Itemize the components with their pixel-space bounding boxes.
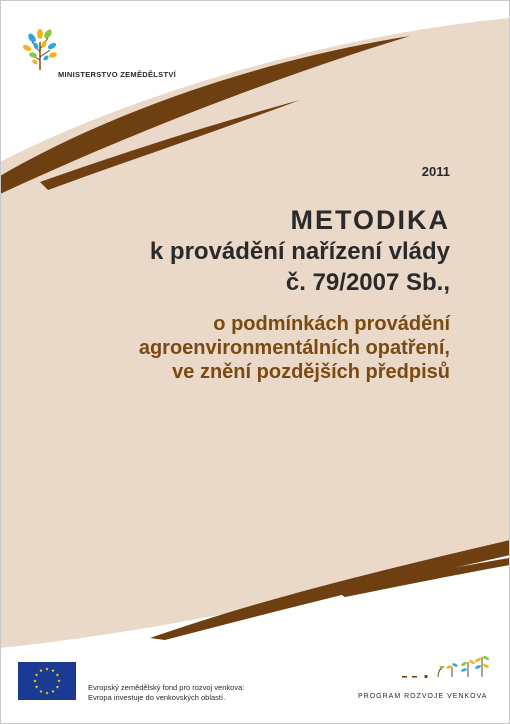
ministry-name: MINISTERSTVO ZEMĚDĚLSTVÍ <box>58 70 177 79</box>
program-name: PROGRAM ROZVOJE VENKOVA <box>358 693 488 700</box>
title-main: METODIKA <box>290 205 450 235</box>
title-block <box>30 204 450 298</box>
subtitle-block <box>30 312 450 384</box>
eu-fund-line: Evropa investuje do venkovských oblastí. <box>88 693 226 702</box>
title-line: č. 79/2007 Sb., <box>285 269 450 296</box>
program-sprouts-logo <box>398 654 490 688</box>
title-line: k provádění nařízení vlády <box>149 238 450 265</box>
publication-year: 2011 <box>421 164 450 179</box>
subtitle-line: ve znění pozdějších předpisů <box>172 361 450 383</box>
subtitle-line: agroenvironmentálních opatření, <box>138 337 450 359</box>
subtitle-line: o podmínkách provádění <box>213 313 450 335</box>
eu-fund-text <box>88 683 244 703</box>
eu-fund-line: Evropský zemědělský fond pro rozvoj venkova: <box>88 683 245 692</box>
eu-flag-icon <box>18 662 76 700</box>
